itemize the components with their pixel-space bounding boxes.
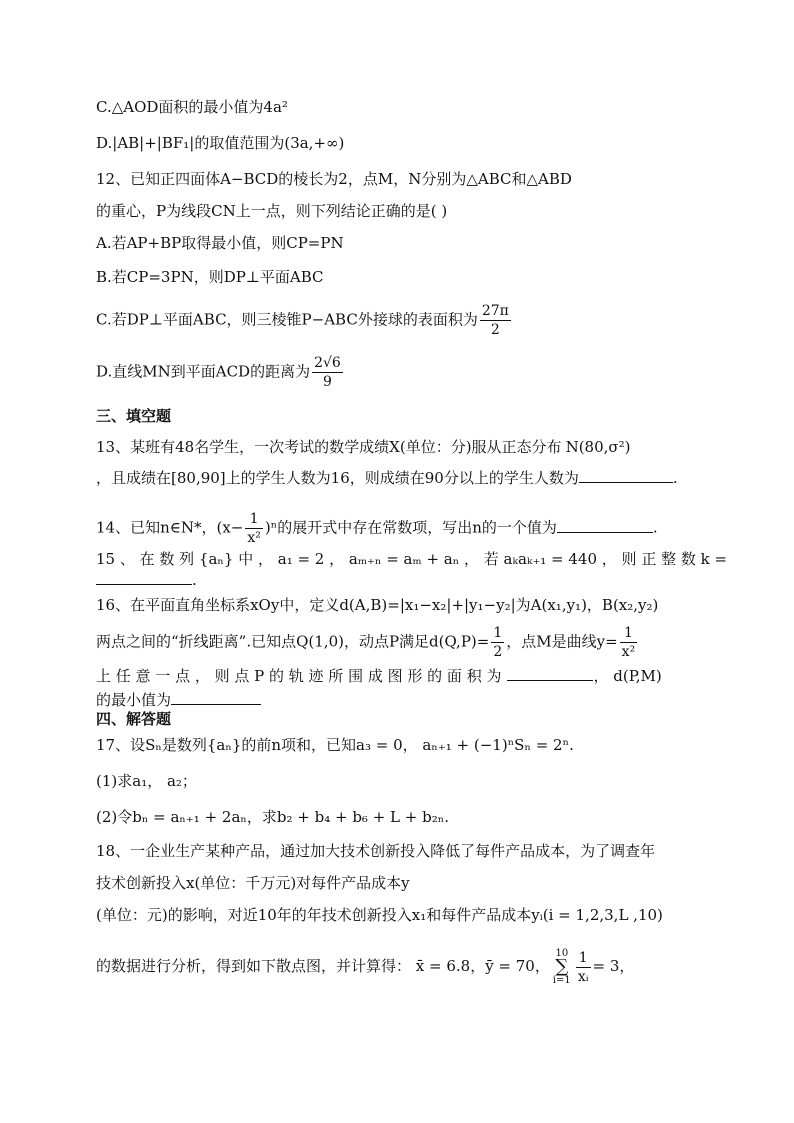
answer-blank: [579, 466, 673, 483]
q14-end: .: [652, 518, 658, 537]
q12-option-d-fraction: [312, 354, 343, 391]
answer-blank: [96, 568, 192, 585]
q18-line2: 技术创新投入x(单位：千万元)对每件产品成本y: [96, 874, 410, 892]
q14-text: 的展开式中存在常数项，写出n的一个值为: [277, 518, 557, 537]
fraction-denominator: xᵢ: [577, 968, 589, 985]
q13-line1-text: 13、某班有48名学生，一次考试的数学成绩X(单位：分)服从正态分布: [96, 438, 562, 456]
q15-end: .: [192, 571, 197, 589]
sum-sign: ∑: [555, 956, 569, 977]
q13-line2: [96, 466, 678, 489]
q16-line3: [96, 664, 662, 687]
q15-line1: 15 、 在 数 列 {aₙ} 中 ， a₁ = 2 ， aₘ₊ₙ = aₘ + aₙ ， 若 aₖaₖ₊₁ = 440 ， 则 正 整 数 k =: [96, 550, 728, 568]
q16-line2-text: 两点之间的“折线距离”.已知点Q(1,0)，动点P满足d(Q,P)=: [96, 632, 490, 651]
q11-option-c: C.△AOD面积的最小值为4a²: [96, 98, 288, 116]
fraction-numerator: 27π: [481, 303, 509, 319]
fraction-numerator: 2√6: [314, 355, 341, 371]
q16-line1: 16、在平面直角坐标系xOy中，定义d(A,B)=|x₁−x₂|+|y₁−y₂|为A(x₁,y₁)，B(x₂,y₂): [96, 596, 659, 614]
q12-option-c-text: C.若DP⊥平面ABC，则三棱锥P−ABC外接球的表面积为: [96, 310, 478, 329]
q16-line2: [96, 624, 639, 661]
fraction-numerator: 1: [493, 625, 503, 641]
q18-line4-text: 的数据进行分析，得到如下散点图，并计算得： x̄ = 6.8，ȳ = 70，: [96, 957, 550, 975]
q14-prefix: 14、已知n∈N*，: [96, 518, 217, 537]
section-title-solutions: 四、解答题: [96, 710, 172, 728]
answer-blank: [557, 516, 653, 533]
fraction-denominator: x²: [621, 644, 636, 660]
fraction-denominator: 2: [490, 322, 500, 338]
q17-line1: 17、设Sₙ是数列{aₙ}的前n项和，已知a₃ = 0， aₙ₊₁ + (−1)ⁿSₙ = 2ⁿ.: [96, 736, 574, 754]
q13-line1: [96, 436, 631, 458]
q18-line4-end: = 3，: [592, 957, 635, 975]
q12-stem-line1: 12、已知正四面体A−BCD的棱长为2，点M，N分别为△ABC和△ABD: [96, 170, 572, 188]
q12-option-b: B.若CP=3PN，则DP⊥平面ABC: [96, 268, 324, 286]
q12-stem-line2: 的重心，P为线段CN上一点，则下列结论正确的是( ): [96, 202, 448, 220]
q18-line3: (单位：元)的影响，对近10年的年技术创新投入x₁和每件产品成本yᵢ(i = 1,2,3,L ,10): [96, 906, 663, 924]
answer-blank: [171, 688, 261, 705]
q18-line4: [96, 948, 634, 986]
q17-part1: (1)求a₁， a₂；: [96, 772, 197, 790]
q13-line2-text: ，且成绩在[80,90]上的学生人数为16，则成绩在90分以上的学生人数为: [96, 469, 579, 487]
summation: [553, 948, 571, 986]
sum-upper: 10: [555, 948, 569, 959]
fraction-numerator: 1: [620, 624, 638, 643]
q18-sum-fraction: [576, 949, 591, 986]
q14-expr-open: (x−: [216, 518, 244, 537]
q14-line: [96, 510, 658, 547]
q16-line4-text: 的最小值为: [96, 691, 172, 709]
q16-half-fraction: [491, 624, 504, 661]
q14-fraction: [245, 510, 263, 547]
q16-line3-text: 上 任 意 一 点 ， 则 点 P 的 轨 迹 所 围 成 图 形 的 面 积 为: [96, 667, 502, 685]
sum-lower: i=1: [552, 975, 571, 986]
fraction-denominator: 9: [323, 374, 332, 390]
fraction-denominator: x²: [247, 530, 261, 546]
q12-option-a: A.若AP+BP取得最小值，则CP=PN: [96, 234, 344, 252]
q12-option-d: [96, 354, 345, 391]
q12-option-c: [96, 302, 513, 339]
q11-option-d: D.|AB|+|BF₁|的取值范围为(3a,+∞): [96, 134, 345, 152]
q14-expr-close: )ⁿ: [264, 518, 278, 537]
q13-normal-dist: N(80,σ²): [565, 438, 631, 456]
section-title-fill-in: 三、填空题: [96, 407, 172, 425]
fraction-numerator: 1: [245, 510, 263, 529]
fraction-denominator: 2: [493, 644, 503, 660]
q16-curve-fraction: [620, 624, 638, 661]
q12-option-d-text: D.直线MN到平面ACD的距离为: [96, 362, 311, 381]
fraction-numerator: 1: [576, 949, 591, 968]
q18-line1: 18、一企业生产某种产品，通过加大技术创新投入降低了每件产品成本，为了调查年: [96, 842, 656, 860]
q16-line3-dpm: ， d(P,M): [593, 667, 662, 685]
answer-blank: [507, 664, 593, 681]
q15-line2: [96, 568, 197, 591]
q16-line2-curve: ，点M是曲线y=: [506, 632, 618, 651]
q17-part2: (2)令bₙ = aₙ₊₁ + 2aₙ，求b₂ + b₄ + b₆ + L + b₂ₙ.: [96, 808, 449, 826]
q13-end: .: [672, 469, 678, 487]
q12-option-c-fraction: [480, 302, 511, 339]
